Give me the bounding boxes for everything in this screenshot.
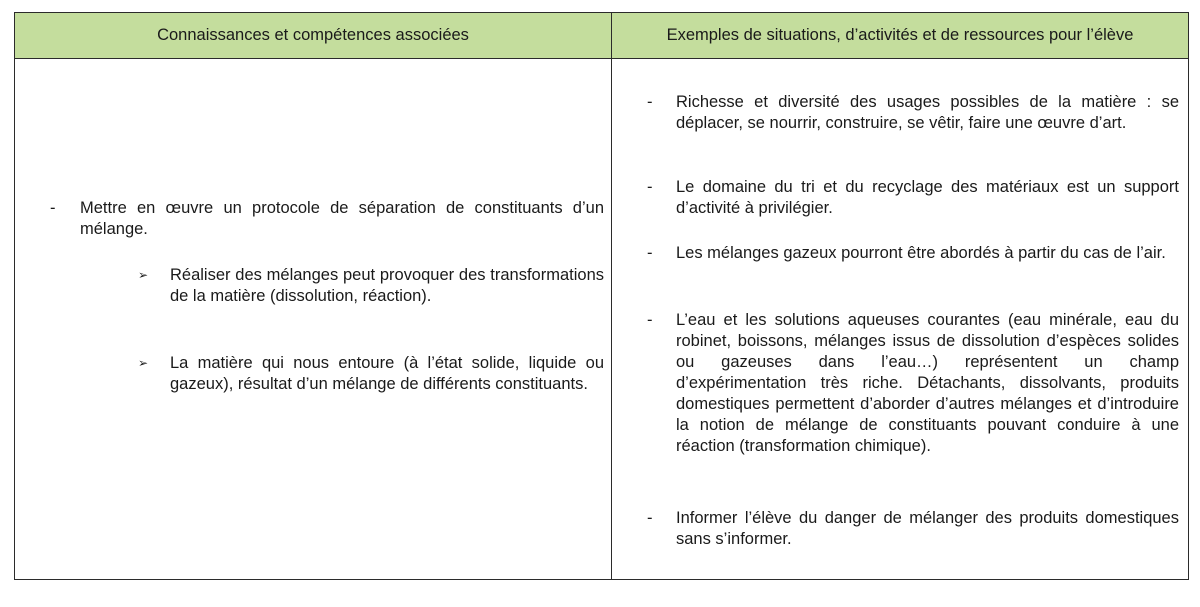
example-item bbox=[647, 508, 1179, 550]
examples-cell bbox=[612, 59, 1188, 579]
sub-competence-text: La matière qui nous entoure (à l’état solide, liquide ou gazeux), résultat d’un mélange de différents constituants. bbox=[170, 354, 604, 393]
sub-competence-item bbox=[138, 353, 604, 395]
dash-bullet: - bbox=[50, 199, 56, 217]
example-text: Richesse et diversité des usages possibles de la matière : se déplacer, se nourrir, construire, se vêtir, faire une œuvre d’art. bbox=[676, 93, 1179, 132]
example-item bbox=[647, 177, 1179, 219]
arrow-bullet-icon: ➢ bbox=[138, 268, 149, 282]
dash-bullet: - bbox=[647, 244, 653, 262]
example-item bbox=[647, 310, 1179, 457]
arrow-bullet-icon: ➢ bbox=[138, 356, 149, 370]
knowledge-cell bbox=[15, 59, 612, 579]
dash-bullet: - bbox=[647, 509, 653, 527]
example-text: Informer l’élève du danger de mélanger des produits domestiques sans s’informer. bbox=[676, 509, 1179, 548]
example-text: Le domaine du tri et du recyclage des matériaux est un support d’activité à privilégier. bbox=[676, 178, 1179, 217]
dash-bullet: - bbox=[647, 178, 653, 196]
example-text: L’eau et les solutions aqueuses courantes (eau minérale, eau du robinet, boissons, mélanges issus de dissolution d’espèces solides ou gazeuses dans l’eau…) représentent un champ d’expérimentation très riche. Détachants, dissolvants, produits domestiques permettent d’aborder d’autres mélanges et d’introduire la notion de mélange de constituants pouvant conduire à une réaction (transformation chimique). bbox=[676, 311, 1179, 455]
header-examples: Exemples de situations, d’activités et de ressources pour l’élève bbox=[612, 13, 1188, 59]
sub-competence-text: Réaliser des mélanges peut provoquer des transformations de la matière (dissolution, réaction). bbox=[170, 266, 604, 305]
example-text: Les mélanges gazeux pourront être abordés à partir du cas de l’air. bbox=[676, 244, 1166, 262]
example-item bbox=[647, 92, 1179, 134]
example-item bbox=[647, 243, 1179, 264]
dash-bullet: - bbox=[647, 311, 653, 329]
dash-bullet: - bbox=[647, 93, 653, 111]
header-knowledge-skills: Connaissances et compétences associées bbox=[15, 13, 612, 59]
program-table bbox=[14, 12, 1189, 580]
main-competence-item bbox=[50, 198, 604, 240]
sub-competence-item bbox=[138, 265, 604, 307]
main-competence-text: Mettre en œuvre un protocole de séparation de constituants d’un mélange. bbox=[80, 199, 604, 238]
